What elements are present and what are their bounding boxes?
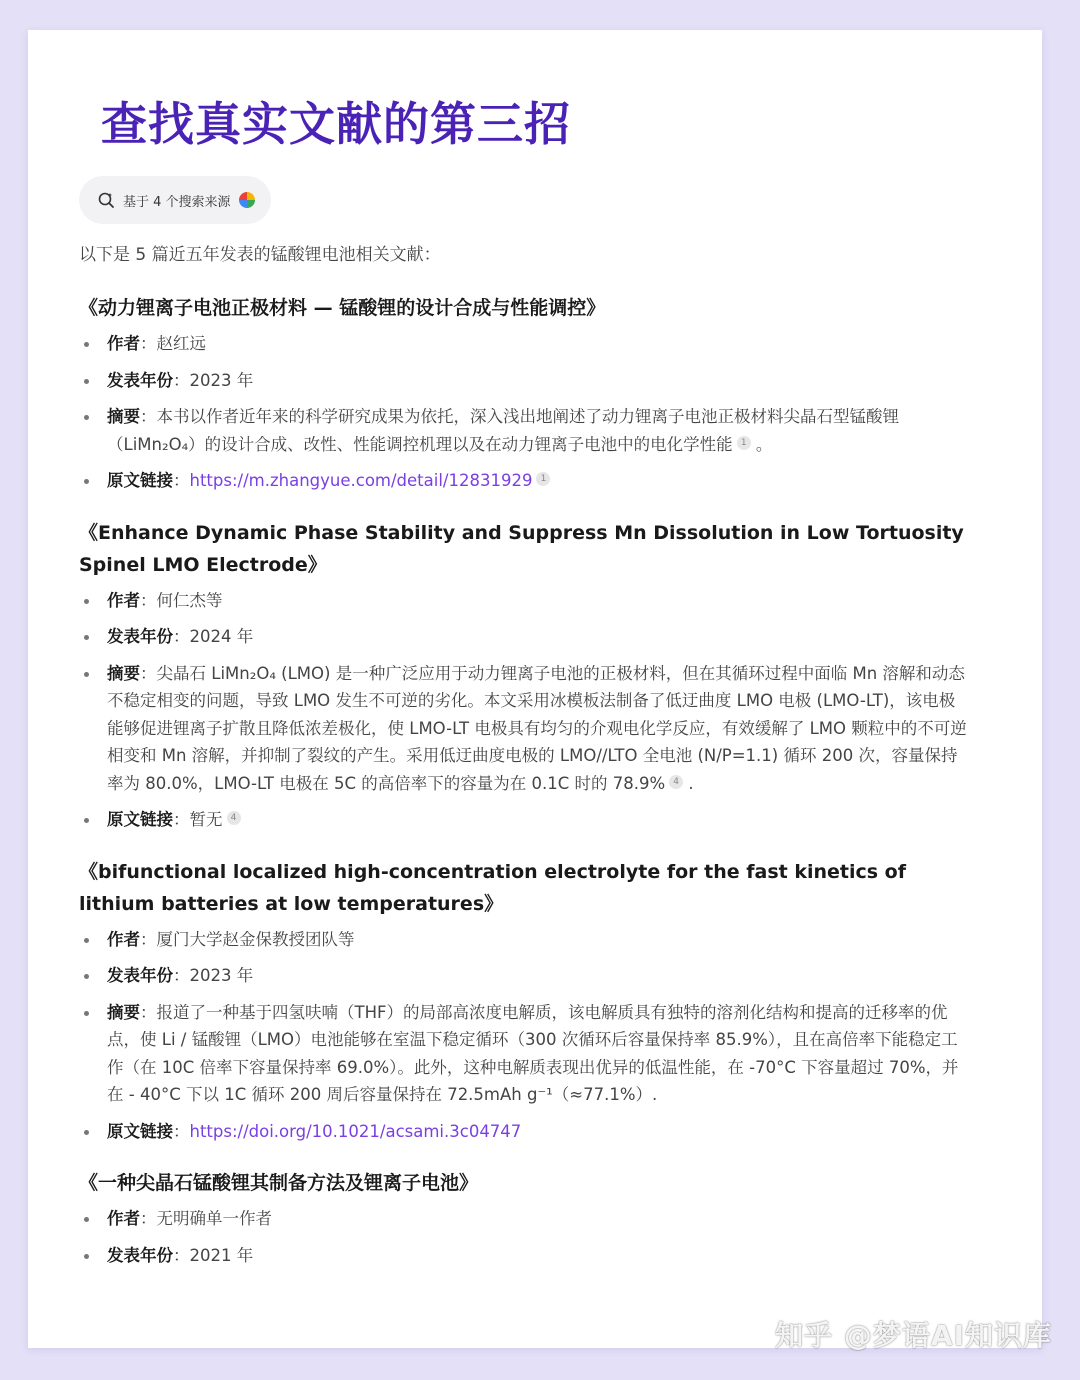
author-value: 无明确单一作者 [156,1209,272,1228]
field-label: 发表年份 [107,627,173,646]
author-value: 何仁杰等 [156,590,223,610]
separator: ： [173,471,190,490]
paper-item [79,292,969,495]
source-link[interactable]: https://m.zhangyue.com/detail/12831929 [189,471,533,490]
field-label: 作者 [107,334,140,353]
author-value: 赵红远 [156,334,206,353]
abstract-value: 尖晶石 LiMn₂O₄ (LMO) 是一种广泛应用于动力锂离子电池的正极材料，但在其循环过程中面临 Mn 溶解和动态不稳定相变的问题，导致 LMO 发生不可逆的劣化。本文采用冰模板法制备了低迂曲度 LMO 电极 (LMO-LT)，该电极能够促进锂离子扩散且降低浓差极化，使 LMO-LT 电极具有均匀的介观电化学反应，有效缓解了 LMO 颗粒中的不可逆相变和 Mn 溶解，并抑制了裂纹的产生。采用低迂曲度电极的 LMO//LTO 全电池 (N/P=1.1) 循环 200 次，容量保持率为 80.0%，LMO-LT 电极在 5C 的高倍率下的容量为在 0.1C 时的 78.9% [107,663,967,793]
year-value: 2021 年 [189,1245,254,1265]
citation-badge[interactable]: 1 [737,436,751,450]
year-field [79,623,969,651]
search-sparkle-icon [97,191,115,209]
separator: ： [173,810,190,829]
separator: ： [173,627,190,646]
field-label: 摘要 [107,407,140,426]
separator: ： [140,1209,157,1228]
field-label: 作者 [107,1209,140,1228]
multicolor-circle-icon [239,192,255,208]
field-label: 发表年份 [107,370,173,390]
field-label: 原文链接 [107,810,173,829]
field-label: 作者 [107,929,140,949]
paper-title: 《动力锂离子电池正极材料 — 锰酸锂的设计合成与性能调控》 [79,297,606,319]
author-field [79,926,969,954]
separator: ： [140,1002,157,1022]
paper-list [79,292,969,1291]
link-field [79,1118,969,1146]
field-label: 摘要 [107,663,140,683]
paper-title: 《一种尖晶石锰酸锂其制备方法及锂离子电池》 [79,1172,479,1194]
field-label: 原文链接 [107,1121,173,1141]
separator: ： [140,407,157,426]
separator: ： [173,370,190,390]
link-field [79,467,969,495]
paper-item [79,1167,969,1269]
citation-badge[interactable]: 4 [669,775,683,789]
author-field [79,1205,969,1233]
field-label: 摘要 [107,1002,140,1022]
source-link-text: 暂无 [189,810,223,829]
page-title: 查找真实文献的第三招 [101,97,571,151]
paper-item [79,517,969,834]
source-link[interactable]: https://doi.org/10.1021/acsami.3c04747 [189,1121,522,1141]
year-field [79,367,969,395]
author-value: 厦门大学赵金保教授团队等 [156,929,355,949]
separator: ： [173,1121,190,1141]
answer-card [28,30,1042,1348]
paper-title: 《bifunctional localized high-concentration electrolyte for the fast kinetics of lithium batteries at low temperatures》 [79,860,906,915]
separator: ： [173,1245,190,1265]
watermark: 知乎 @梦语AI知识库 [775,1319,1052,1352]
year-field [79,962,969,990]
abstract-value: 本书以作者近年来的科学研究成果为依托，深入浅出地阐述了动力锂离子电池正极材料尖晶石型锰酸锂（LiMn₂O₄）的设计合成、改性、性能调控机理以及在动力锂离子电池中的电化学性能 [107,407,899,454]
author-field [79,330,969,358]
year-value: 2023 年 [189,966,254,985]
sources-label: 基于 4 个搜索来源 [123,194,231,210]
separator: ： [140,929,157,949]
abstract-value: 报道了一种基于四氢呋喃（THF）的局部高浓度电解质，该电解质具有独特的溶剂化结构和提高的迁移率的优点，使 Li / 锰酸锂（LMO）电池能够在室温下稳定循环（300 次循环后容量保持率 85.9%），且在高倍率下能稳定工作（在 10C 倍率下容量保持率 69.0%）。此外，这种电解质表现出优异的低温性能，在 -70°C 下容量超过 70%，并在 - 40°C 下以 1C 循环 200 周后容量保持在 72.5mAh g⁻¹（≈77.1%）. [107,1002,959,1104]
intro-text: 以下是 5 篇近五年发表的锰酸锂电池相关文献： [79,245,441,265]
link-field [79,806,969,834]
abstract-field [79,999,969,1109]
abstract-field [79,660,969,798]
field-label: 原文链接 [107,471,173,490]
field-label: 发表年份 [107,966,173,985]
field-label: 作者 [107,590,140,610]
paper-item [79,856,969,1146]
citation-badge[interactable]: 4 [227,811,241,825]
year-value: 2024 年 [189,627,254,646]
separator: ： [173,966,190,985]
sources-button[interactable] [79,176,271,224]
year-value: 2023 年 [189,370,254,390]
year-field [79,1242,969,1270]
separator: ： [140,663,157,683]
author-field [79,587,969,615]
abstract-tail: 。 [750,434,773,454]
abstract-field [79,403,969,458]
paper-title: 《Enhance Dynamic Phase Stability and Suppress Mn Dissolution in Low Tortuosity Spinel LMO Electrode》 [79,521,964,576]
abstract-tail: . [683,773,694,793]
field-label: 发表年份 [107,1245,173,1265]
separator: ： [140,590,157,610]
citation-badge[interactable]: 1 [536,472,550,486]
separator: ： [140,334,157,353]
